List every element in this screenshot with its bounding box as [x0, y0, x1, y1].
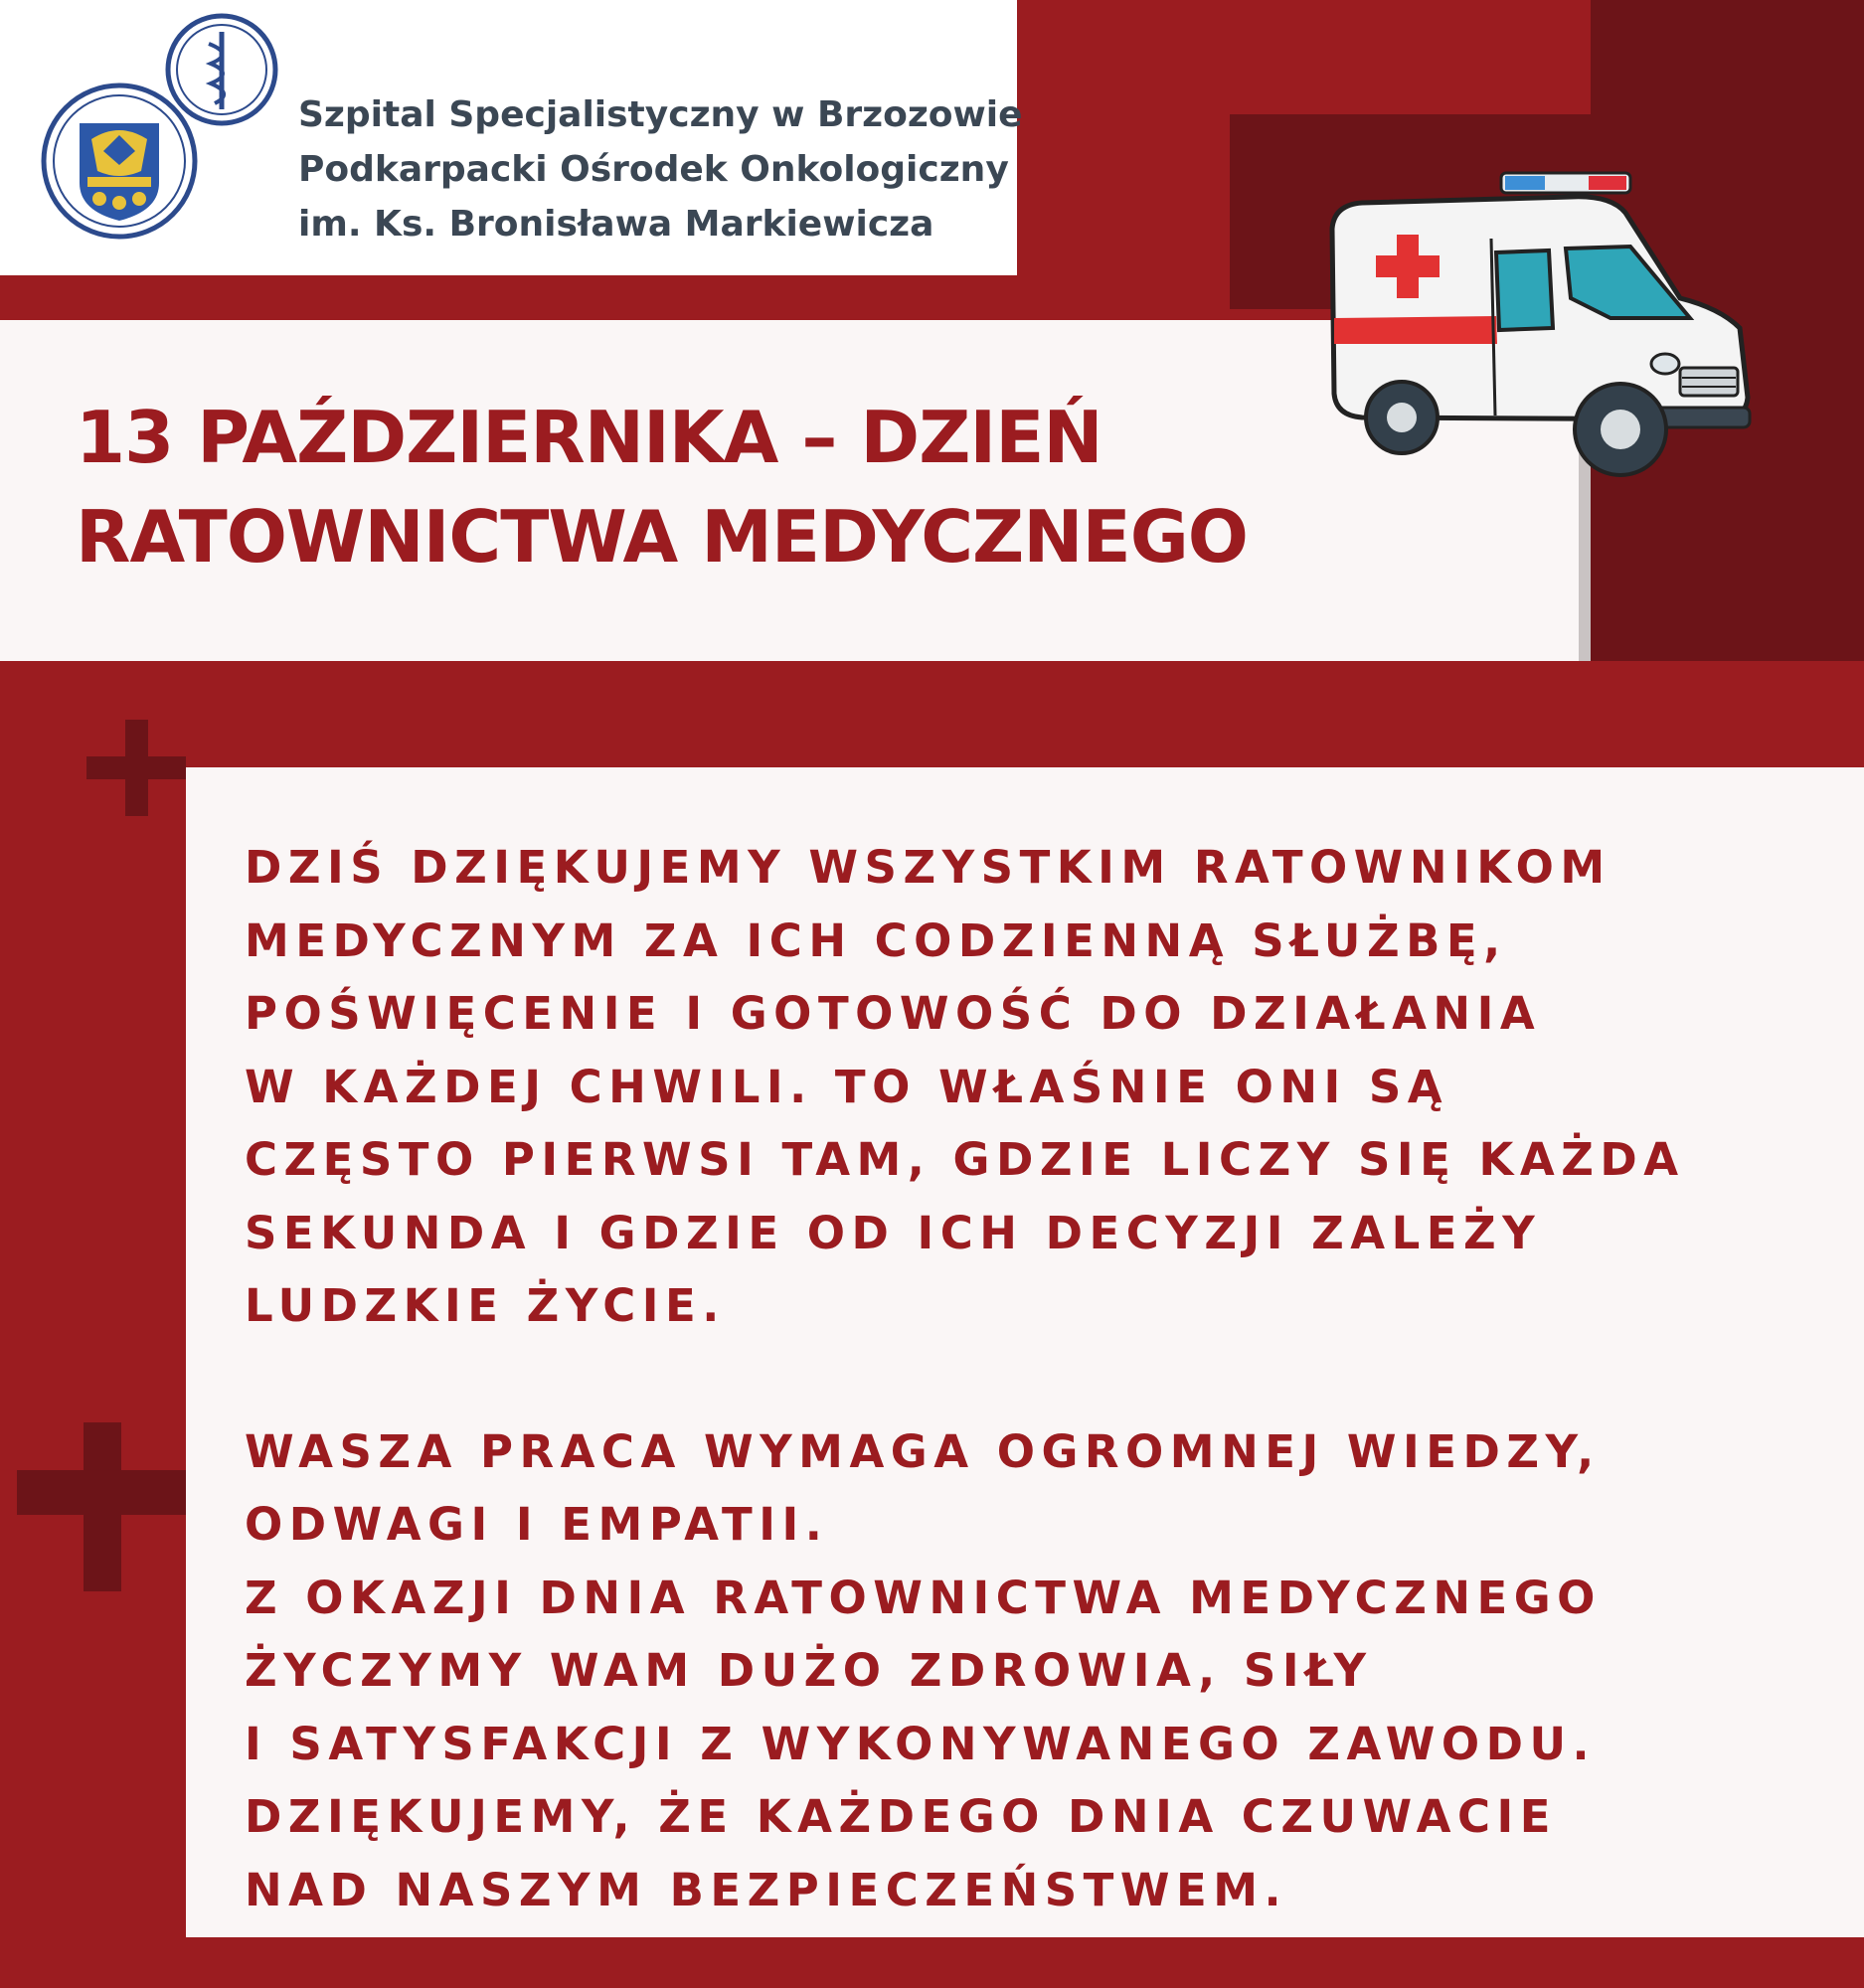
paragraph-2-line: NAD NASZYM BEZPIECZEŃSTWEM. [245, 1863, 1288, 1916]
paragraph-1-line: MEDYCZNYM ZA ICH CODZIENNĄ SŁUŻBĘ, [245, 913, 1507, 967]
hospital-name-line-2: Podkarpacki Ośrodek Onkologiczny [298, 149, 1009, 190]
page-title-line-2: RATOWNICTWA MEDYCZNEGO [76, 495, 1249, 579]
paragraph-1-line: POŚWIĘCENIE I GOTOWOŚĆ DO DZIAŁANIA [245, 987, 1542, 1040]
paragraph-2-line: Z OKAZJI DNIA RATOWNICTWA MEDYCZNEGO [245, 1571, 1602, 1624]
ambulance-icon [1322, 169, 1779, 487]
paragraph-2-line: ODWAGI I EMPATII. [245, 1498, 829, 1551]
hospital-name-line-1: Szpital Specjalistyczny w Brzozowie [298, 94, 1023, 135]
paragraph-2-line: I SATYSFAKCJI Z WYKONYWANEGO ZAWODU. [245, 1717, 1597, 1770]
paragraph-2-line: DZIĘKUJEMY, ŻE KAŻDEGO DNIA CZUWACIE [245, 1790, 1557, 1843]
hospital-name [298, 87, 1023, 251]
paragraph-1-line: LUDZKIE ŻYCIE. [245, 1279, 726, 1332]
medical-cross-icon [17, 1470, 186, 1515]
paragraph-1-line: SEKUNDA I GDZIE OD ICH DECYZJI ZALEŻY [245, 1206, 1542, 1259]
paragraph-2-line: ŻYCZYMY WAM DUŻO ZDROWIA, SIŁY [245, 1644, 1373, 1697]
medical-cross-icon [86, 756, 186, 779]
message-text [245, 831, 1845, 1926]
paragraph-2-line: WASZA PRACA WYMAGA OGROMNEJ WIEDZY, [245, 1424, 1601, 1478]
page-title-line-1: 13 PAŹDZIERNIKA – DZIEŃ [76, 396, 1102, 479]
paragraph-1-line: DZIŚ DZIĘKUJEMY WSZYSTKIM RATOWNIKOM [245, 841, 1611, 894]
paragraph-gap [245, 1343, 1845, 1415]
hospital-logo-icon [40, 12, 288, 250]
hospital-name-line-3: im. Ks. Bronisława Markiewicza [298, 204, 934, 245]
paragraph-1-line: CZĘSTO PIERWSI TAM, GDZIE LICZY SIĘ KAŻDA [245, 1133, 1685, 1186]
paragraph-1-line: W KAŻDEJ CHWILI. TO WŁAŚNIE ONI SĄ [245, 1060, 1449, 1113]
page-title [76, 388, 1248, 586]
